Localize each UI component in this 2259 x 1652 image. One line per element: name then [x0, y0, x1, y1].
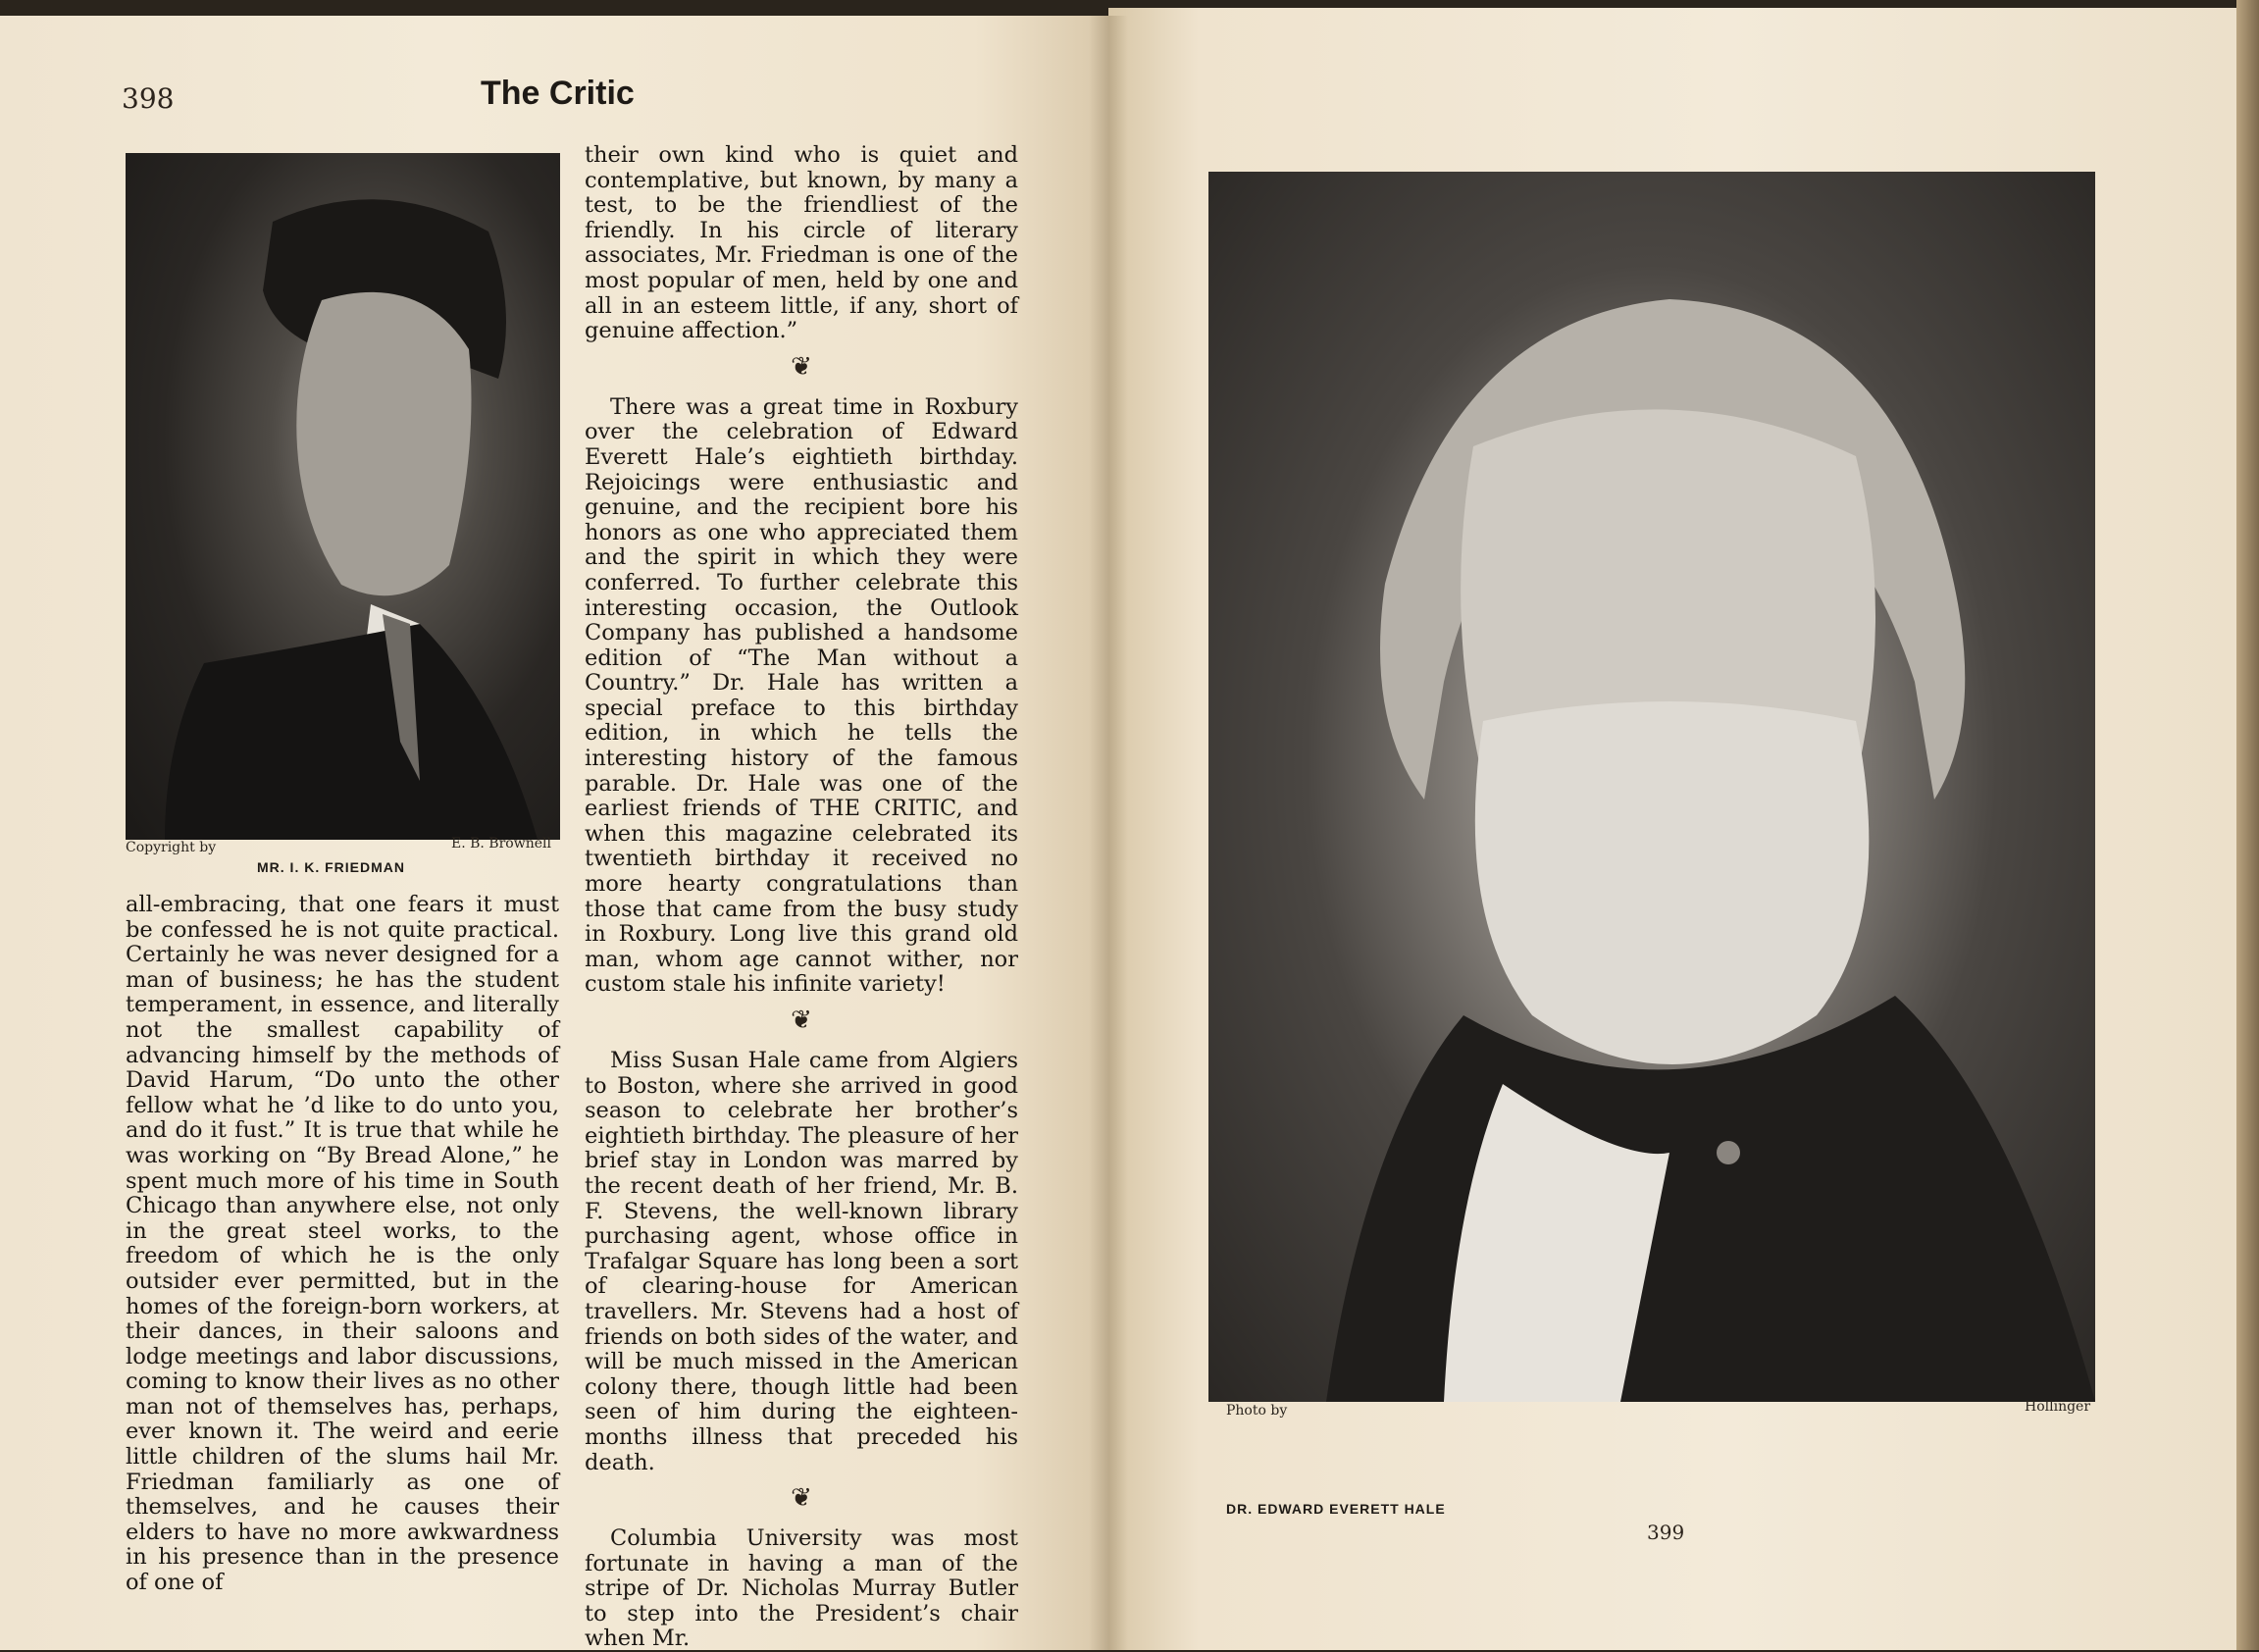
photo-caption: MR. I. K. FRIEDMAN — [257, 859, 405, 875]
photo-credit-label: Copyright by — [126, 840, 217, 855]
gutter — [1089, 16, 1128, 1650]
photo-caption: DR. EDWARD EVERETT HALE — [1226, 1501, 1446, 1517]
hale-portrait-figure — [1208, 172, 2095, 1402]
photo-credit-label: Photo by — [1226, 1403, 1288, 1419]
paragraph: their own kind who is quiet and contemplative, but known, by many a test, to be the friendliest of the friendly. In his circle of literary associates, Mr. Friedman is one of the most popular of men, held by one and all in an esteem little, if any, short of genuine affection.” — [585, 142, 1018, 344]
friedman-portrait — [126, 153, 560, 840]
column-1 — [126, 892, 559, 1596]
page-number-right: 399 — [1647, 1521, 1685, 1544]
page-number-left: 398 — [122, 82, 175, 115]
running-head: The Critic — [481, 75, 635, 112]
book-edge — [2236, 0, 2259, 1650]
paragraph: all-embracing, that one fears it must be confessed he is not quite practical. Certainly he was never designed for a man of business; he has the student temperament, in essence, and literally not the smallest capability of advancing himself by the methods of David Harum, “Do unto the other fellow what he ’d like to do unto you, and do it fust.” It is true that while he was working on “By Bread Alone,” he spent much more of his time in South Chicago than anywhere else, not only in the great steel works, to the freedom of which he is the only outsider ever permitted, but in the homes of the foreign-born workers, at their dances, in their saloons and lodge meetings and labor discussions, coming to know their lives as no other man not of themselves has, perhaps, ever known it. The weird and eerie little children of the slums hail Mr. Friedman familiarly as one of themselves, and he causes their elders to have no more awkwardness in his presence than in the presence of one of — [126, 892, 559, 1596]
section-ornament: ❦ — [791, 1483, 812, 1514]
section-ornament: ❦ — [791, 1006, 812, 1035]
paragraph: Columbia University was most fortunate in having a man of the stripe of Dr. Nicholas Murray Butler to step into the President’s chair when Mr. — [585, 1525, 1018, 1652]
photographer-name: Hollinger — [2025, 1399, 2091, 1415]
photographer-name: E. B. Brownell — [451, 836, 551, 852]
column-2 — [585, 142, 1018, 1652]
paragraph: Miss Susan Hale came from Algiers to Boston, where she arrived in good season to celebrate her brother’s eightieth birthday. The pleasure of her brief stay in London was marred by the recent death of her friend, Mr. B. F. Stevens, the well-known library purchasing agent, whose office in Trafalgar Square has long been a sort of clearing-house for American travellers. Mr. Stevens had a host of friends on both sides of the water, and will be much missed in the American colony there, though little had been seen of him during the eighteen-months illness that preceded his death. — [585, 1048, 1018, 1475]
hale-portrait — [1208, 172, 2095, 1402]
friedman-portrait-figure — [126, 153, 560, 840]
section-ornament: ❦ — [791, 351, 812, 382]
paragraph: There was a great time in Roxbury over the celebration of Edward Everett Hale’s eightieth birthday. Rejoicings were enthusiastic and genuine, and the recipient bore his honors as one who appreciated them and the spirit in which they were conferred. To further celebrate this interesting occasion, the Outlook Company has published a handsome edition of “The Man without a Country.” Dr. Hale has written a special preface to this birthday edition, in which he tells the interesting history of the famous parable. Dr. Hale was one of the earliest friends of THE CRITIC, and when this magazine celebrated its twentieth birthday it received no more hearty congratulations than those that came from the busy study in Roxbury. Long live this grand old man, whom age cannot wither, nor custom stale his infinite variety! — [585, 393, 1018, 998]
